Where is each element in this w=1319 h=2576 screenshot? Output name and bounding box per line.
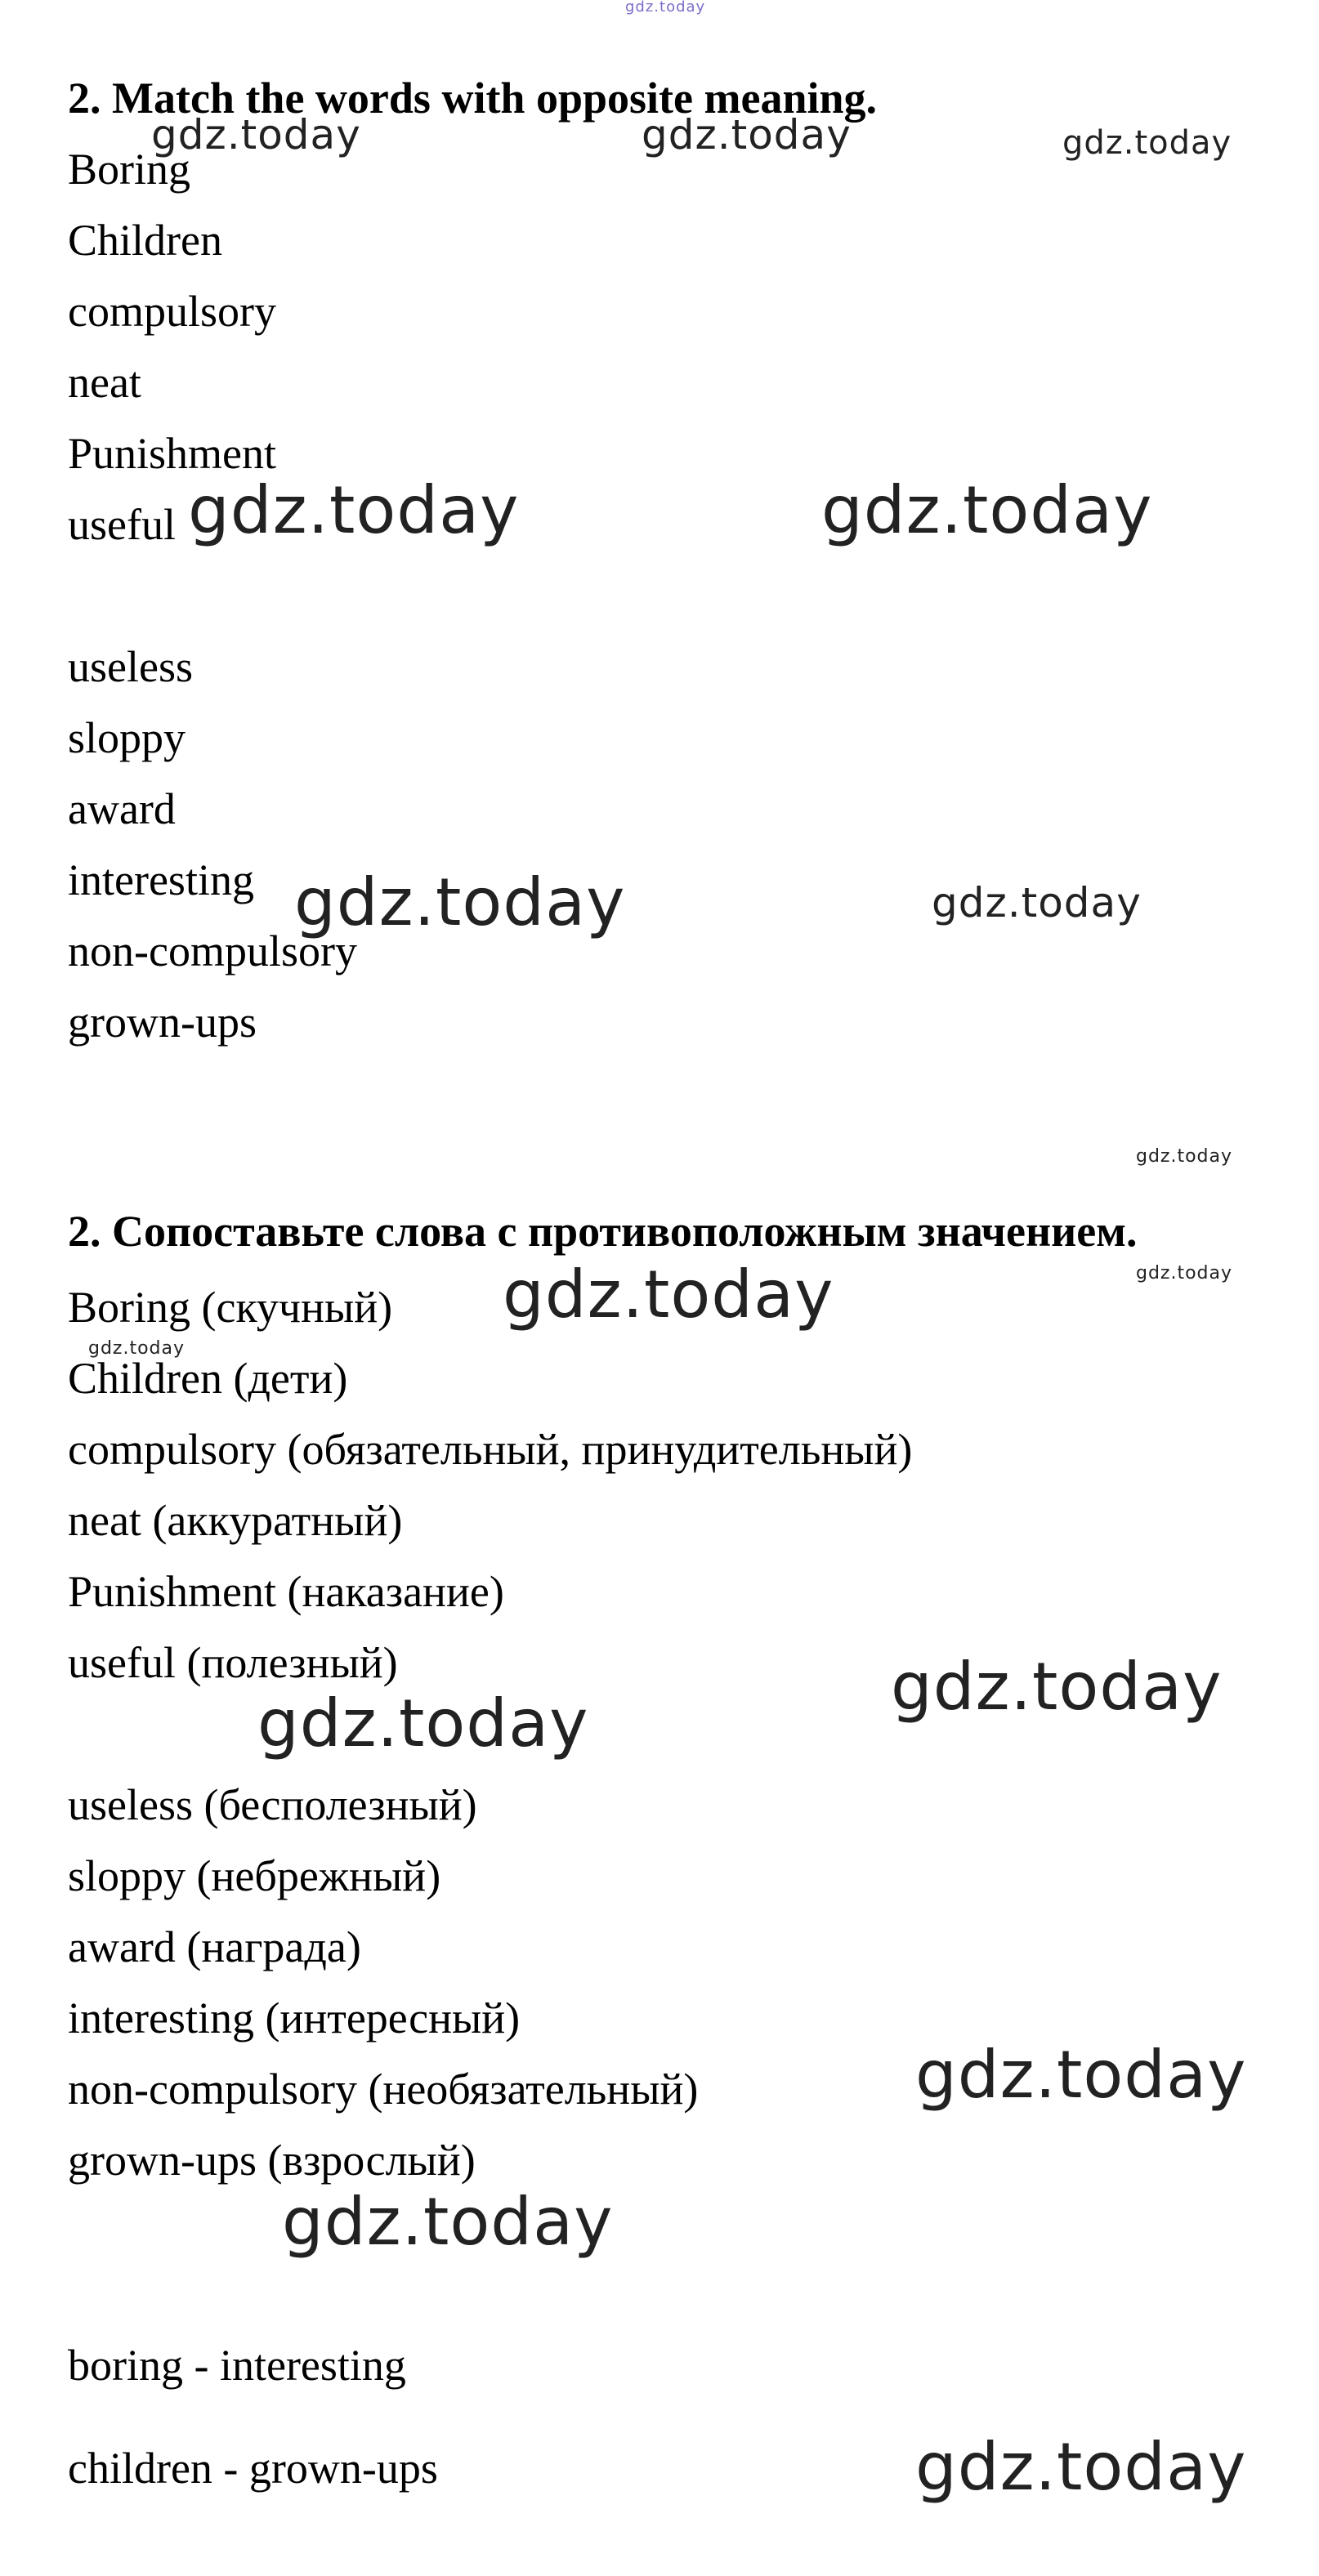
- word-list-item: useful: [68, 500, 176, 549]
- word-list-item: Punishment: [68, 429, 277, 478]
- word-list-item: grown-ups (взрослый): [68, 2136, 476, 2185]
- watermark: gdz.today: [1136, 1263, 1233, 1284]
- word-list-item: non-compulsory (необязательный): [68, 2065, 699, 2114]
- watermark: gdz.today: [282, 2184, 614, 2260]
- word-list-item: Punishment (наказание): [68, 1567, 504, 1616]
- word-list-item: non-compulsory: [68, 926, 357, 975]
- watermark: gdz.today: [1136, 1146, 1233, 1167]
- watermark: gdz.today: [88, 1338, 186, 1359]
- watermark: gdz.today: [642, 111, 852, 158]
- watermark: gdz.today: [915, 2429, 1247, 2505]
- word-list-item: grown-ups: [68, 998, 257, 1047]
- word-list-item: useless (бесполезный): [68, 1780, 477, 1829]
- watermark: gdz.today: [625, 0, 706, 16]
- word-list-item: sloppy: [68, 713, 186, 762]
- word-list-item: sloppy (небрежный): [68, 1851, 441, 1900]
- answer-pair: boring - interesting: [68, 2341, 406, 2390]
- watermark: gdz.today: [257, 1685, 589, 1761]
- exercise-heading-english: 2. Match the words with opposite meaning.: [68, 74, 878, 123]
- word-list-item: Children (дети): [68, 1354, 348, 1403]
- answer-pair: children - grown-ups: [68, 2444, 438, 2493]
- word-list-item: useful (полезный): [68, 1638, 398, 1687]
- word-list-item: neat: [68, 358, 141, 407]
- watermark: gdz.today: [821, 472, 1153, 548]
- word-list-item: interesting: [68, 855, 254, 904]
- word-list-item: interesting (интересный): [68, 1993, 521, 2042]
- word-list-item: Boring: [68, 145, 191, 194]
- word-list-item: Children: [68, 216, 222, 265]
- word-list-item: award (награда): [68, 1922, 361, 1971]
- watermark: gdz.today: [151, 111, 361, 158]
- watermark: gdz.today: [915, 2037, 1247, 2113]
- word-list-item: neat (аккуратный): [68, 1496, 403, 1545]
- watermark: gdz.today: [1062, 124, 1232, 162]
- word-list-item: useless: [68, 642, 193, 691]
- watermark: gdz.today: [503, 1257, 834, 1333]
- word-list-item: award: [68, 784, 176, 833]
- word-list-item: Boring (скучный): [68, 1283, 393, 1332]
- watermark: gdz.today: [294, 864, 626, 940]
- word-list-item: compulsory (обязательный, принудительный): [68, 1425, 913, 1474]
- word-list-item: compulsory: [68, 287, 276, 336]
- watermark: gdz.today: [932, 879, 1142, 926]
- watermark: gdz.today: [188, 472, 520, 548]
- exercise-heading-russian: 2. Сопоставьте слова с противоположным значением.: [68, 1207, 1138, 1256]
- watermark: gdz.today: [891, 1649, 1223, 1725]
